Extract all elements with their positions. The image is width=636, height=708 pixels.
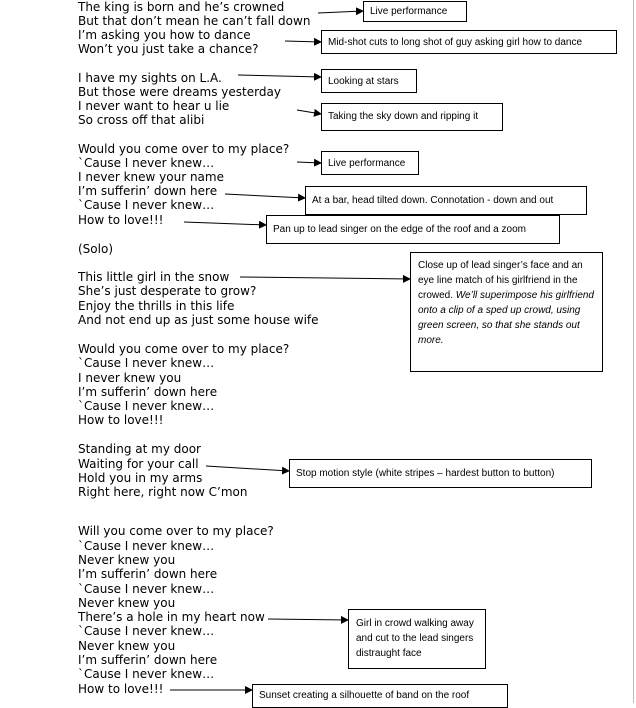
note-box bbox=[321, 30, 617, 54]
lyric-line: `Cause I never knew… bbox=[78, 539, 215, 553]
lyric-line: I never knew your name bbox=[78, 170, 224, 184]
arrow bbox=[238, 75, 321, 77]
lyric-line: Never knew you bbox=[78, 639, 176, 653]
lyric-line: Will you come over to my place? bbox=[78, 524, 274, 538]
note-box bbox=[363, 1, 467, 22]
arrow bbox=[268, 619, 348, 620]
lyric-line: I have my sights on L.A. bbox=[78, 71, 222, 85]
lyric-line: I’m sufferin’ down here bbox=[78, 385, 218, 399]
note-text: Looking at stars bbox=[328, 76, 399, 87]
lyric-line: `Cause I never knew… bbox=[78, 198, 215, 212]
lyric-line: Would you come over to my place? bbox=[78, 142, 290, 156]
lyric-line: How to love!!! bbox=[78, 682, 164, 696]
note-box bbox=[305, 186, 587, 215]
note-box bbox=[266, 215, 560, 244]
note-text: Stop motion style (white stripes – hardest button to button) bbox=[296, 468, 555, 479]
lyric-line: The king is born and he’s crowned bbox=[78, 0, 285, 14]
arrow bbox=[225, 194, 305, 198]
note-box bbox=[321, 151, 419, 175]
lyric-line: `Cause I never knew… bbox=[78, 624, 215, 638]
note-text: Pan up to lead singer on the edge of the roof and a zoom bbox=[273, 224, 526, 235]
lyric-line: Right here, right now C’mon bbox=[78, 485, 248, 499]
lyric-line: `Cause I never knew… bbox=[78, 667, 215, 681]
lyric-line: How to love!!! bbox=[78, 413, 164, 427]
arrow bbox=[240, 277, 410, 279]
note-box bbox=[252, 684, 508, 708]
arrow bbox=[297, 162, 321, 163]
lyric-line: Hold you in my arms bbox=[78, 471, 203, 485]
lyric-line: I’m sufferin’ down here bbox=[78, 184, 218, 198]
lyric-line: But those were dreams yesterday bbox=[78, 85, 281, 99]
lyric-line: `Cause I never knew… bbox=[78, 399, 215, 413]
arrow bbox=[184, 222, 266, 225]
note-text: Sunset creating a silhouette of band on the roof bbox=[259, 690, 470, 701]
lyric-line: There’s a hole in my heart now bbox=[78, 610, 265, 624]
note-text: Taking the sky down and ripping it bbox=[328, 111, 479, 122]
arrow bbox=[285, 41, 321, 42]
note-box bbox=[410, 252, 603, 372]
note-text: Mid-shot cuts to long shot of guy asking girl how to dance bbox=[328, 37, 583, 48]
note-text: Girl in crowd walking away and cut to the lead singers distraught face bbox=[356, 618, 474, 659]
lyric-line: How to love!!! bbox=[78, 213, 164, 227]
lyric-line: I never knew you bbox=[78, 371, 182, 385]
note-text: At a bar, head tilted down. Connotation - down and out bbox=[312, 195, 554, 206]
note-box bbox=[289, 459, 592, 488]
arrow bbox=[206, 466, 289, 471]
arrow bbox=[297, 110, 321, 114]
lyric-line: Enjoy the thrills in this life bbox=[78, 299, 235, 313]
note-text: Live performance bbox=[328, 158, 406, 169]
note-box bbox=[348, 609, 486, 669]
note-text: Close up of lead singer’s face and an eye line match of his girlfriend in the crowed. bbox=[418, 260, 583, 301]
lyric-line: I’m sufferin’ down here bbox=[78, 653, 218, 667]
lyric-line: Standing at my door bbox=[78, 442, 201, 456]
lyric-line: Waiting for your call bbox=[78, 457, 199, 471]
lyric-line: This little girl in the snow bbox=[78, 270, 230, 284]
lyric-line: Won’t you just take a chance? bbox=[78, 42, 259, 56]
note-text-italic: We’ll superimpose his girlfriend onto a clip of a sped up crowd, using green screen, so that she stands out more. bbox=[418, 290, 594, 346]
note-box bbox=[321, 103, 503, 131]
lyric-line: But that don’t mean he can’t fall down bbox=[78, 14, 311, 28]
lyric-line: (Solo) bbox=[78, 242, 113, 256]
lyric-line: And not end up as just some house wife bbox=[78, 313, 319, 327]
lyric-line: I’m sufferin’ down here bbox=[78, 567, 218, 581]
arrow bbox=[318, 11, 363, 13]
note-box bbox=[321, 69, 417, 93]
page-edge bbox=[633, 0, 634, 703]
lyric-line: I’m asking you how to dance bbox=[78, 28, 251, 42]
lyric-line: `Cause I never knew… bbox=[78, 582, 215, 596]
note-text: Live performance bbox=[370, 6, 448, 17]
lyric-line: Never knew you bbox=[78, 596, 176, 610]
lyric-line: I never want to hear u lie bbox=[78, 99, 230, 113]
lyric-line: `Cause I never knew… bbox=[78, 356, 215, 370]
lyric-line: So cross off that alibi bbox=[78, 113, 205, 127]
lyric-line: Would you come over to my place? bbox=[78, 342, 290, 356]
lyric-line: Never knew you bbox=[78, 553, 176, 567]
lyric-line: She’s just desperate to grow? bbox=[78, 284, 257, 298]
lyric-line: `Cause I never knew… bbox=[78, 156, 215, 170]
